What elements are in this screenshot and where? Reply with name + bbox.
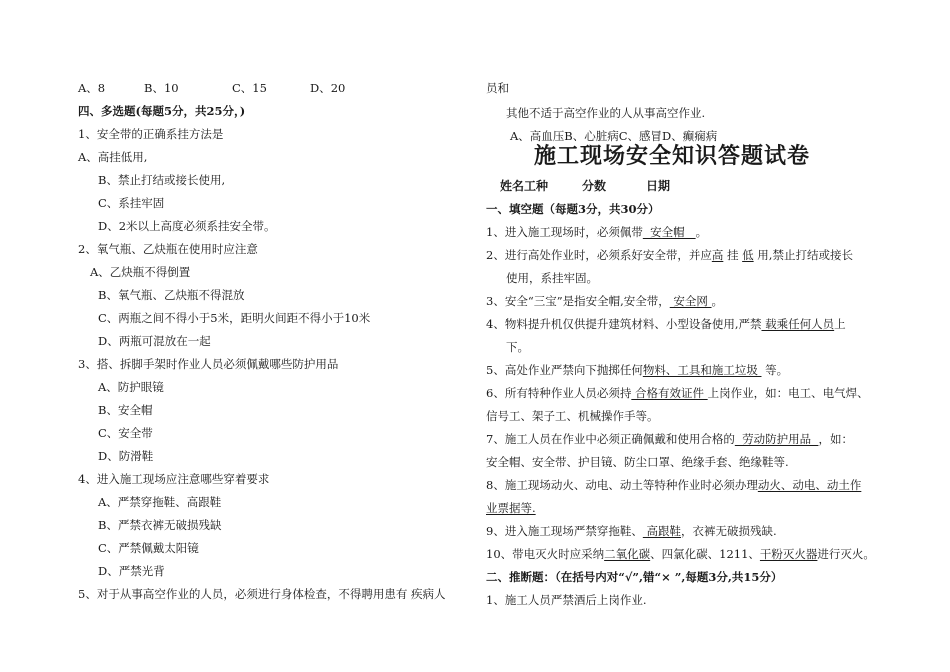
answer-blank: 合格有效证件 — [631, 386, 708, 400]
option: B、禁止打结或接长使用, — [98, 173, 226, 187]
option-d: D、20 — [310, 81, 346, 95]
option: B、氧气瓶、乙炔瓶不得混放 — [98, 288, 245, 302]
option: A、防护眼镜 — [98, 380, 164, 394]
option-b: B、10 — [144, 81, 179, 95]
answer-blank: 安全网 — [669, 294, 712, 308]
fill-question-7: 7、施工人员在作业中必须正确佩戴和使用合格的 劳动防护用品 ，如： — [486, 432, 853, 446]
fill-question-4-cont: 下。 — [506, 340, 529, 354]
fill-question-8: 8、施工现场动火、动电、动土等特种作业时必须办理动火、动电、动土作 — [486, 478, 862, 492]
fill-question-5: 5、高处作业严禁向下抛掷任何物料、工具和施工垃圾 等。 — [486, 363, 789, 377]
fill-question-2-cont: 使用，系挂牢固。 — [506, 271, 598, 285]
option: C、安全带 — [98, 426, 153, 440]
answer-blank: 高 — [711, 248, 724, 262]
question-stem: 1、安全带的正确系挂方法是 — [78, 127, 224, 141]
option: A、严禁穿拖鞋、高跟鞋 — [98, 495, 222, 509]
fill-question-4: 4、物料提升机仅供提升建筑材料、小型设备使用,严禁 载乘任何人员上 — [486, 317, 846, 331]
section-header-true-false: 二、推断题：（在括号内对“√”,错“× ”,每题3分,共15分） — [486, 570, 783, 584]
question-stem: 2、氧气瓶、乙炔瓶在使用时应注意 — [78, 242, 258, 256]
fill-question-10: 10、带电灭火时应采纳二氧化碳、四氯化碳、1211、干粉灭火器进行灭火。 — [486, 547, 875, 561]
answer-blank: 安全帽 — [642, 225, 696, 239]
answer-blank: 低 — [742, 248, 754, 262]
answer-blank: 二氧化碳 — [604, 547, 651, 561]
fill-question-9: 9、进入施工现场严禁穿拖鞋、 高跟鞋，衣裤无破损残缺. — [486, 524, 777, 538]
option: C、系挂牢固 — [98, 196, 165, 210]
question-stem: 3、搭、拆脚手架时作业人员必须佩戴哪些防护用品 — [78, 357, 339, 371]
option: B、安全帽 — [98, 403, 153, 417]
fill-question-7-cont: 安全帽、安全带、护目镜、防尘口罩、绝缘手套、绝缘鞋等. — [486, 455, 789, 469]
question-options: A、高血压B、心脏病C、感冒D、癫痫病 — [510, 129, 718, 143]
section-header-multiple-choice: 四、多选题(每题5分，共25分，) — [78, 104, 246, 118]
name-field-label: 姓名工种 — [500, 179, 549, 193]
answer-blank: 动火、动电、动土作 — [757, 478, 862, 492]
option: A、乙炔瓶不得倒置 — [90, 265, 191, 279]
option-c: C、15 — [232, 81, 267, 95]
option-a: A、8 — [78, 81, 106, 95]
score-field-label: 分数 — [582, 179, 607, 193]
option: D、防滑鞋 — [98, 449, 154, 463]
question-continuation: 其他不适于高空作业的人从事高空作业. — [506, 106, 706, 120]
judgement-question-1: 1、施工人员严禁酒后上岗作业. — [486, 593, 647, 607]
question-continuation: 员和 — [486, 81, 509, 95]
answer-blank: 干粉灭火器 — [759, 547, 818, 561]
option: D、两瓶可混放在一起 — [98, 334, 211, 348]
option: D、2米以上高度必须系挂安全带。 — [98, 219, 276, 233]
fill-question-2: 2、进行高处作业时，必须系好安全带，并应高 挂 低 用,禁止打结或接长 — [486, 248, 853, 262]
option: D、严禁光背 — [98, 564, 165, 578]
option: C、严禁佩戴太阳镜 — [98, 541, 199, 555]
fill-question-6: 6、所有特种作业人员必须持 合格有效证件 上岗作业，如：电工、电气焊、 — [486, 386, 869, 400]
option: B、严禁衣裤无破损残缺 — [98, 518, 222, 532]
question-stem: 4、进入施工现场应注意哪些穿着要求 — [78, 472, 270, 486]
fill-question-1: 1、进入施工现场时，必须佩带 安全帽 。 — [486, 225, 708, 239]
fill-question-3: 3、安全“三宝”是指安全帽,安全带， 安全网 。 — [486, 294, 724, 308]
fill-question-6-cont: 信号工、架子工、机械操作手等。 — [486, 409, 659, 423]
student-info-row — [500, 178, 670, 194]
question-stem: 5、对于从事高空作业的人员，必须进行身体检查，不得聘用患有 疾病人 — [78, 587, 446, 601]
answer-blank: 劳动防护用品 — [734, 432, 819, 446]
answer-blank: 业票据等. — [486, 501, 536, 515]
date-field-label: 日期 — [646, 179, 671, 193]
page-title: 施工现场安全知识答题试卷 — [534, 143, 811, 169]
fill-question-8-cont — [486, 500, 536, 516]
answer-blank: 物料、工具和施工垃圾 — [642, 363, 762, 377]
answer-blank: 高跟鞋 — [642, 524, 681, 538]
option: A、高挂低用, — [78, 150, 148, 164]
answer-blank: 载乘任何人员 — [761, 317, 835, 331]
question-options-row — [78, 80, 345, 96]
option: C、两瓶之间不得小于5米，距明火间距不得小于10米 — [98, 311, 371, 325]
section-header-fill-in: 一、填空题（每题3分，共30分） — [486, 202, 660, 216]
